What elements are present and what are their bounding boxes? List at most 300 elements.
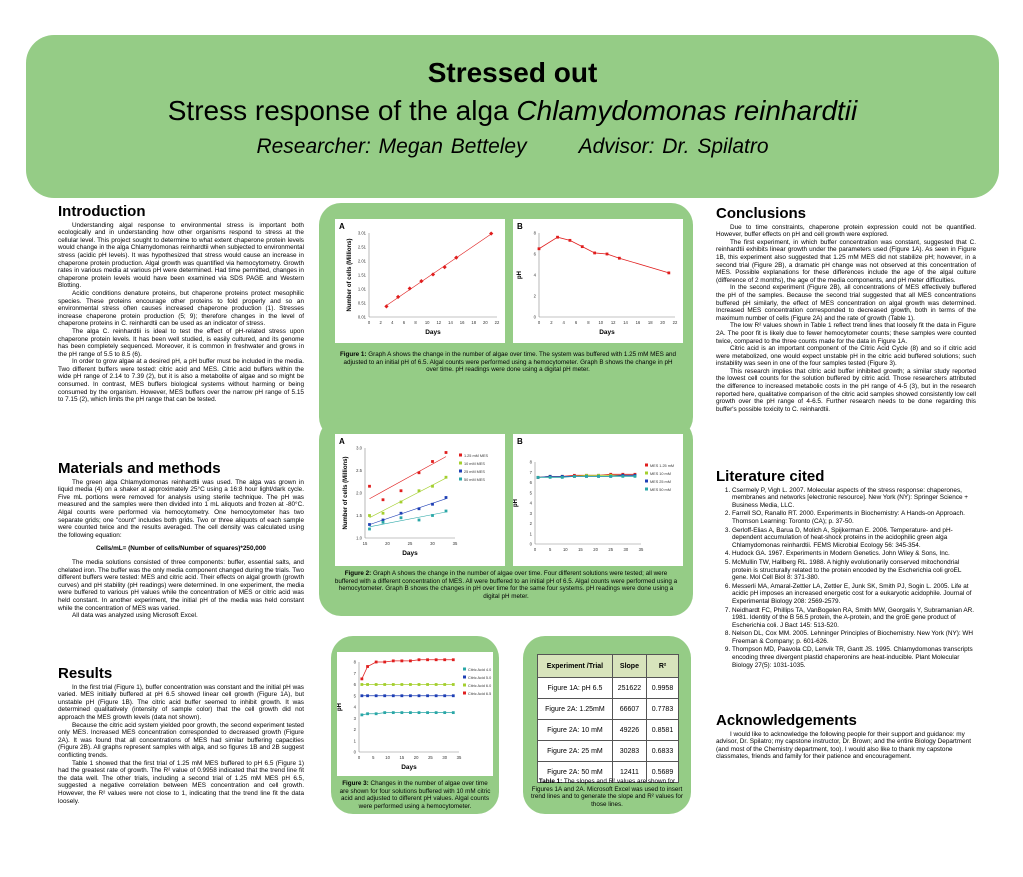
data-point [445,476,448,479]
data-point [360,713,363,716]
x-axis-label: Days [402,550,418,557]
figure2a-chart [335,434,505,566]
data-point [634,475,637,478]
results-paragraph: Table 1 showed that the first trial of 1.25 mM MES buffered to pH 6.5 (Figure 1) had the greatest rate of growth. The R² value of 0.9958 indicated that the trend line fit the data well. The other trials, including a second trial of 1.25 mM MES pH 6.5, suggested a negative correlation between MES concentration and cell growth. However, the R² values were not close to 1, indicating that the trend line fit the data loosely. [58,759,304,805]
y-tick-label: 6 [353,682,356,687]
data-point [443,694,446,697]
figure1a-chart [335,219,505,343]
y-tick-label: 3.0 [356,445,362,451]
y-axis-label: Number of cells (Millions) [343,456,349,530]
data-point [418,507,421,510]
results-section [58,665,304,805]
y-tick-label: 0 [533,314,536,320]
methods-paragraph: The media solutions consisted of three components: buffer, essential salts, and chelated iron. The buffer was the only media component changed during the trials. Two different buffers were tested: MES and citric acid. Their effects on algal growth (growth curves) and pH stability (pH readings) were determined. In one experiment, the media were buffered to various pH values while the concentration of MES or citric acid was held constant. In another experiment, the initial pH of the media was held constant while the concentration of MES was varied. [58,558,304,612]
data-point [618,257,621,260]
y-axis-label: pH [337,703,343,711]
figure3-chart [337,652,493,776]
x-tick-label: 14 [448,320,453,325]
figure1b-card [513,219,683,343]
data-point [383,661,386,664]
x-tick-label: 20 [483,320,488,325]
intro-paragraph: In order to grow algae at a desired pH, a pH buffer must be included in the media. Two different buffers were tested: citric acid and MES. Citric acid buffers within the wide pH range of 2.14 to 7.39 (2), but it is also a metabolite of algae and so might be consumed. In contrast, MES buffers biological systems without harming or being consumed by the organism. However, MES buffers over the narrow pH range of 5.15 to 7.15 (2), which limits the pH range that can be tested. [58,358,304,404]
methods-paragraph: All data was analyzed using Microsoft Excel. [72,612,198,620]
data-point [585,475,588,478]
legend-swatch [459,454,462,457]
x-tick-label: 15 [362,541,368,546]
cell-density-equation: Cells/mL= (Number of cells/Number of squares)*250,000 [96,545,266,553]
panel-label: B [517,222,523,231]
data-point [443,683,446,686]
x-tick-label: 8 [587,320,590,325]
x-tick-label: 14 [623,320,628,325]
data-point [366,683,369,686]
data-point [382,498,385,501]
x-tick-label: 5 [548,547,552,552]
legend-label: Citric Acid 5.0 [468,675,492,680]
methods-section [58,460,304,620]
introduction-section [58,203,304,404]
legend-label: Citric Acid 6.5 [468,691,492,696]
legend-label: MES 1.25 mM [650,463,675,468]
data-point [366,694,369,697]
figure2-caption [333,570,679,600]
table-row [538,699,679,720]
x-tick-label: 20 [413,755,419,760]
table1 [537,654,679,783]
literature-item: 6. Messerli MA, Amaral-Zettler LA, Zettler E, Junk SK, Smith PJ, Sogin L. 2005. Life at acidic pH imposes an increased energetic cost for a eukaryotic acidophile. Journal of Experimental Biology 208: 2569-2579. [732,583,976,606]
caption-label: Table 1: [538,778,563,785]
legend-label: Citric Acid 4.0 [468,667,492,672]
data-point [366,712,369,715]
conclusions-paragraph: In the second experiment (Figure 2B), all concentrations of MES effectively buffered the pH of the samples. Because the second trial suggested that all MES concentrations buffered pH similarly, the effect of MES concentration on algal growth was determined. Increased MES concentration corresponded to decreased growth, both in terms of the maximum number of cells (Figure 2A) and the rate of growth (Table 1). [716,284,976,322]
panel-label: A [339,222,345,231]
table-row [538,720,679,741]
table-cell: Figure 2A: 10 mM [538,720,613,741]
y-tick-label: 4 [533,272,536,278]
x-tick-label: 10 [424,320,430,325]
x-tick-label: 6 [402,320,406,325]
x-tick-label: 10 [562,547,568,552]
data-point [667,272,670,275]
data-point [452,683,455,686]
data-point [426,658,429,661]
x-tick-label: 18 [647,320,653,325]
x-tick-label: 35 [638,547,644,552]
data-point [392,659,395,662]
data-point [392,683,395,686]
results-paragraph: In the first trial (Figure 1), buffer concentration was constant and the initial pH was varied. MES initially buffered at pH 6.5 showed linear cell growth (Figure 1A), but unstable pH (Figure 1B). The citric acid buffer seemed to inhibit growth. It was determined qualitatively (intensity of sample color) that the cell growth did not approach the MES growth levels (data not shown). [58,683,304,721]
y-tick-label: 5 [529,490,532,496]
x-tick-label: 30 [430,541,435,546]
data-point [452,694,455,697]
figure2b-chart [513,434,683,566]
caption-text: Graph A shows the change in the number of algae over time. The system was buffered with 1.25 mM MES and adjusted to an initial pH of 6.5. Algal counts were performed using a hemocytometer. Graph B shows the change in pH over time. pH readings were done using a digital pH meter. [343,351,677,374]
data-point [375,694,378,697]
x-tick-label: 10 [598,320,604,325]
legend-swatch [645,464,648,467]
data-point [383,683,386,686]
table-header-row [538,655,679,678]
y-tick-label: 2.0 [356,490,362,496]
legend-label: Citric Acid 6.0 [468,683,492,688]
legend-swatch [463,676,466,679]
caption-label: Figure 3: [342,780,369,787]
y-axis-label: Number of cells (Millions) [347,238,353,312]
x-tick-label: 4 [391,320,394,325]
x-tick-label: 4 [562,320,565,325]
data-point [383,694,386,697]
y-tick-label: 6 [529,480,532,485]
conclusions-paragraph: This research implies that citric acid buffer inhibited growth; a similar study reported the lowest cell counts for the solution buffered by citric acid. Those researchers attributed the difference to increased metabolic costs in the pH range of 4-5 (3), but in the research reported here, qualitative comparison of the citric acid samples showed consistently low cell growth over the pH range of 4-6.5. Further research needs to be done regarding this buffer's possible toxicity to C. reinhardtii. [716,367,976,413]
x-tick-label: 20 [593,547,598,552]
caption-text: Changes in the number of algae over time are shown for four solutions buffered with 10 mM citric acid and adjusted to different pH values. Algal counts were performed using a hemocytometer. [339,780,491,810]
y-tick-label: 1.5 [356,513,362,518]
table-cell: 0.9958 [647,678,679,699]
legend-label: 50 mM MES [464,477,485,482]
legend-label: MES 50 mM [650,487,671,492]
data-point [431,503,434,506]
data-point [375,661,378,664]
x-tick-label: 20 [660,320,665,325]
y-tick-label: 0.51 [357,300,366,306]
data-point [383,711,386,714]
y-tick-label: 8 [533,230,536,236]
legend-swatch [645,472,648,475]
panel-label: B [517,437,523,446]
y-tick-label: 1.51 [357,272,366,278]
data-point [408,286,412,290]
acknowledgements-heading: Acknowledgements [716,712,857,729]
y-tick-label: 0 [529,541,532,547]
y-tick-label: 7 [529,469,532,475]
data-point [445,496,448,499]
table-cell: 251622 [612,678,646,699]
data-point [452,711,455,714]
data-point [556,236,559,239]
poster-subtitle [26,95,999,127]
data-point [435,711,438,714]
y-tick-label: 1.01 [357,286,366,292]
y-tick-label: 4 [529,500,532,506]
introduction-heading: Introduction [58,203,146,220]
x-tick-label: 0 [367,320,371,325]
data-point [392,711,395,714]
figure3-panel [331,636,499,814]
x-tick-label: 16 [635,320,641,325]
y-tick-label: 1.0 [356,535,362,541]
legend-swatch [459,478,462,481]
conclusions-heading: Conclusions [716,205,807,222]
data-point [597,475,600,478]
x-tick-label: 0 [533,547,537,552]
trend-line [386,234,491,305]
methods-heading: Materials and methods [58,460,221,477]
x-tick-label: 2 [379,320,382,325]
intro-paragraph: Understanding algal response to environmental stress is important both ecologically and in understanding how other organisms respond to stress at the cellular level. This project sought to determine to what extent chaperone protein levels would change in the alga Chlamydomonas reinhardtii when subjected to environmental stress (acidic pH levels). It was hypothesized that stress would cause an increase in chaperone protein production. Algal growth was quantified via hemocytometry. Growth rates in various media at various pH were determined. Had time permitted, changes in chaperone protein levels would have been examined via SDS PAGE and Western Blotting. [58,221,304,290]
title-banner [26,35,999,198]
data-point [431,485,434,488]
x-tick-label: 20 [385,541,390,546]
data-point [418,471,421,474]
x-tick-label: 35 [452,541,458,546]
figure3-card [337,652,493,776]
data-point [382,521,385,524]
data-point [431,514,434,517]
x-tick-label: 5 [372,755,375,760]
y-tick-label: 3 [529,510,532,516]
literature-item: 3. Gerloff-Elias A, Barua D, Molich A, Spijkerman E. 2006. Temperature- and pH-dependent accumulation of heat-shock proteins in the acidophilic green alga Chlamydomonas reinhardtii. FEMS Microbial Ecology 56: 345-354. [732,527,976,550]
data-point [375,683,378,686]
data-point [426,694,429,697]
data-point [621,475,624,478]
figure2a-card [335,434,505,566]
figure3-caption [337,780,493,810]
figure1-panel [319,203,693,439]
y-tick-label: 7 [353,670,356,676]
figure1b-chart [513,219,683,343]
literature-item: 7. Neidhardt FC, Phillips TA, VanBogelen RA, Smith MW, Georgalis Y, Subramanian AR. 1981. Identity of the B 56.5 protein, the A-protein, and the groE gene product of Escherichia coli. J Bact 145: 513-520. [732,607,976,630]
x-tick-label: 30 [442,755,448,760]
researcher: Researcher: Megan Betteley [256,135,527,158]
literature-item: 9. Thompson MD, Paavola CD, Lenvik TR, Gantt JS. 1995. Chlamydomonas transcripts encoding three divergent plastid chaperonins are heat-inducible. Plant Molecular Biology 27(5): 1031-1035. [732,646,976,669]
y-tick-label: 8 [529,459,532,465]
caption-text: Graph A shows the change in the number of algae over time. Four different solutions were tested; all were buffered with a different concentration of MES. All were buffered to an initial pH of 6.5. Algal counts were performed using a hemocytometer. Graph B shows the changes in pH over time for the same four systems. pH readings were done using a digital pH meter. [334,570,678,600]
data-point [443,711,446,714]
x-axis-label: Days [401,764,417,771]
legend-swatch [645,480,648,483]
legend-swatch [459,462,462,465]
data-point [368,528,371,531]
figure2-panel [319,418,693,616]
series-line [539,237,669,273]
data-point [384,304,388,308]
legend-label: MES 25 mM [650,479,671,484]
trend-line [370,457,447,499]
data-point [443,265,447,269]
literature-heading: Literature cited [716,468,825,485]
y-tick-label: 4 [353,704,356,710]
data-point [360,683,363,686]
data-point [581,245,584,248]
legend-swatch [463,684,466,687]
x-tick-label: 22 [494,320,500,325]
literature-item: 5. McMullin TW, Hallberg RL. 1988. A highly evolutionarily conserved mitochondrial protein is structurally related to the protein encoded by the Escherichia coli groEL gene. Mol Cell Biol 8: 371-380. [732,559,976,582]
data-point [400,489,403,492]
table-cell: Figure 2A: 25 mM [538,741,613,762]
data-point [400,512,403,515]
data-point [561,476,564,479]
conclusions-paragraph: Citric acid is an important component of the Citric Acid Cycle (8) and so if citric acid were metabolized, one would expect unstable pH in the citric acid buffered solutions; such instability was seen in one of the four samples tested (Figure 3). [716,345,976,368]
y-tick-label: 2 [529,521,532,526]
conclusions-paragraph: The first experiment, in which buffer concentration was constant, suggested that C. reinhardtii exhibits linear growth under the parameters used (Figure 1A). As seen in Figure 1B, this experiment also suggested that 1.25 mM MES did not stabilize pH; however, in a second trial (Figure 2B), a dramatic pH change was not observed at this concentration of MES. Possible explanations for these differences include the age of the algal culture (difference of 2 months), the age of the media components, and pH meter difficulties. [716,238,976,284]
y-tick-label: 2.51 [357,244,366,250]
data-point [606,253,609,256]
data-point [360,677,363,680]
literature-list [716,487,976,670]
x-tick-label: 25 [407,541,413,546]
table1-caption [531,778,683,808]
methods-paragraph: The green alga Chlamydomonas reinhardtii was used. The alga was grown in liquid media (4) on a shaker at approximately 25°C using a 16:8 hour light/dark cycle. Five mL portions were removed for analysis using sterile technique. The pH was measured and the samples were then divided into 1 mL aliquots and frozen at -80°C. Algal counts were performed via hemocytometry. One hemocytometer has two separate grids; one "count" includes both grids. Two or three aliquots of each sample were counted twice and the results averaged. The cell density was calculated using the following equation: [58,478,304,539]
legend-label: 1.25 mM MES [464,453,489,458]
data-point [609,475,612,478]
acknowledgements-section [716,712,976,761]
table-cell: 49226 [612,720,646,741]
y-tick-label: 6 [533,251,536,257]
data-point [418,519,421,522]
table-cell: Figure 1A: pH 6.5 [538,678,613,699]
figure2b-card [513,434,683,566]
legend-swatch [463,668,466,671]
data-point [431,460,434,463]
table-cell: 0.7783 [647,699,679,720]
table1-panel [523,636,691,814]
intro-paragraph: The alga C. reinhardtii is ideal to test the effect of pH-related stress upon chaperone protein levels. It has been well studied, is easily cultured, and its genome has been completely sequenced. Moreover, it is common in freshwater and grows in the pH range of 5.5 to 8.5 (6). [58,327,304,358]
conclusions-paragraph: Due to time constraints, chaperone protein expression could not be quantified. However, buffer effects on pH and cell growth were explored. [716,223,976,239]
y-tick-label: 5 [353,693,356,699]
data-point [400,516,403,519]
table-row [538,678,679,699]
table-cell: 30283 [612,741,646,762]
table-cell: Figure 2A: 50 mM [538,762,613,783]
data-point [366,665,369,668]
literature-item: 4. Hudock GA. 1967. Experiments in Modern Genetics. John Wiley & Sons, Inc. [732,550,976,558]
x-tick-label: 15 [578,547,583,552]
y-axis-label: pH [517,271,523,279]
caption-label: Figure 1: [339,351,367,358]
advisor: Advisor: Dr. Spilatro [578,135,769,158]
legend-swatch [463,692,466,695]
data-point [537,476,540,479]
y-tick-label: 0 [353,749,356,755]
legend-label: 25 mM MES [464,469,485,474]
figure1-caption [339,351,677,374]
intro-paragraph: Acidic conditions denature proteins, but chaperone proteins protect mesophilic species. These proteins encourage other proteins to fold properly and so an environmental stress often causes increased chaperone production (1). Stresses increase chaperone protein production (5; 9); therefore changes in the level of chaperone proteins in C. reinhardtii can be used as an indicator of stress. [58,289,304,328]
x-tick-label: 25 [428,755,433,760]
results-heading: Results [58,665,113,682]
x-tick-label: 25 [608,547,614,552]
data-point [375,712,378,715]
data-point [435,683,438,686]
conclusions-section [716,205,976,413]
caption-label: Figure 2: [344,570,372,577]
legend-label: MES 10 mM [650,471,671,476]
x-tick-label: 6 [574,320,578,325]
y-tick-label: 0.01 [357,314,366,320]
data-point [368,514,371,517]
caption-text: The slopes and R² values are shown for Figures 1A and 2A. Microsoft Excel was used to insert trend lines and to generate the slope and R² values for those lines. [531,778,683,808]
data-point [400,711,403,714]
y-tick-label: 3.01 [357,230,366,236]
x-tick-label: 0 [537,320,541,325]
x-tick-label: 2 [550,320,553,325]
data-point [400,659,403,662]
data-point [418,658,421,661]
x-tick-label: 16 [459,320,465,325]
data-point [538,247,541,250]
data-point [435,658,438,661]
data-point [445,451,448,454]
x-tick-label: 22 [672,320,678,325]
data-point [593,252,596,255]
y-tick-label: 1 [529,531,532,537]
y-tick-label: 8 [353,659,356,665]
x-tick-label: 12 [610,320,616,325]
y-tick-label: 2 [533,293,536,299]
data-point [426,711,429,714]
literature-section [716,468,976,670]
y-tick-label: 3 [353,715,356,721]
table-cell: 66607 [612,699,646,720]
table-cell: 12411 [612,762,646,783]
legend-label: 10 mM MES [464,461,485,466]
data-point [426,683,429,686]
y-tick-label: 2.01 [357,258,366,264]
data-point [368,523,371,526]
data-point [452,658,455,661]
author-line [26,135,999,159]
y-tick-label: 2.5 [356,468,362,473]
data-point [360,694,363,697]
poster-title: Stressed out [427,57,598,88]
x-tick-label: 10 [385,755,390,760]
data-point [435,694,438,697]
data-point [368,485,371,488]
y-axis-label: pH [513,499,519,507]
literature-item: 1. Csermely P, Vigh L. 2007. Molecular aspects of the stress response: chaperones, membranes and networks [electronic resource]. New York (NY): Springer Science + Business Media, LLC. [732,487,976,510]
data-point [409,683,412,686]
data-point [409,711,412,714]
data-point [445,510,448,513]
data-point [400,694,403,697]
data-point [418,694,421,697]
x-axis-label: Days [425,329,441,336]
data-point [418,711,421,714]
figure1a-card [335,219,505,343]
subtitle-text: Stress response of the alga [167,95,517,126]
legend-swatch [645,488,648,491]
x-tick-label: 15 [399,755,405,760]
subtitle-species: Chlamydomonas reinhardtii [516,95,858,126]
legend-swatch [459,470,462,473]
data-point [382,512,385,515]
table-header-cell: Slope [612,655,646,678]
table-header-cell: Experiment /Trial [538,655,613,678]
literature-item: 2. Farrell SO, Ranallo RT. 2000. Experiments in Biochemistry: A Hands-on Approach. Thomson Learning: Toronto (CA); p. 37-50. [732,510,976,525]
y-tick-label: 2 [353,727,356,732]
x-tick-label: 8 [414,320,417,325]
table-cell: 0.5689 [647,762,679,783]
table-cell: Figure 2A: 1.25mM [538,699,613,720]
x-tick-label: 0 [357,755,361,760]
acknowledgements-paragraph: I would like to acknowledge the following people for their support and guidance: my advisor, Dr. Spilatro; my capstone instructor, Dr. Brown; and the entire Biology Department (and most of the Chemistry department, too). I would also like to thank my capstone classmates, friends and family for their patience and encouragement. [716,730,972,761]
data-point [573,475,576,478]
table-cell: 0.8581 [647,720,679,741]
data-point [400,501,403,504]
literature-item: 8. Nelson DL, Cox MM. 2005. Lehninger Principles of Biochemistry. New York (NY): WH Freeman & Company; p. 601-626. [732,630,976,645]
table-row [538,741,679,762]
x-tick-label: 30 [623,547,629,552]
data-point [409,694,412,697]
trend-line [370,512,447,527]
x-tick-label: 35 [456,755,462,760]
table-cell: 0.6833 [647,741,679,762]
data-point [569,239,572,242]
data-point [418,683,421,686]
table-header-cell: R² [647,655,679,678]
data-point [400,683,403,686]
x-axis-label: Days [599,329,615,336]
data-point [392,694,395,697]
